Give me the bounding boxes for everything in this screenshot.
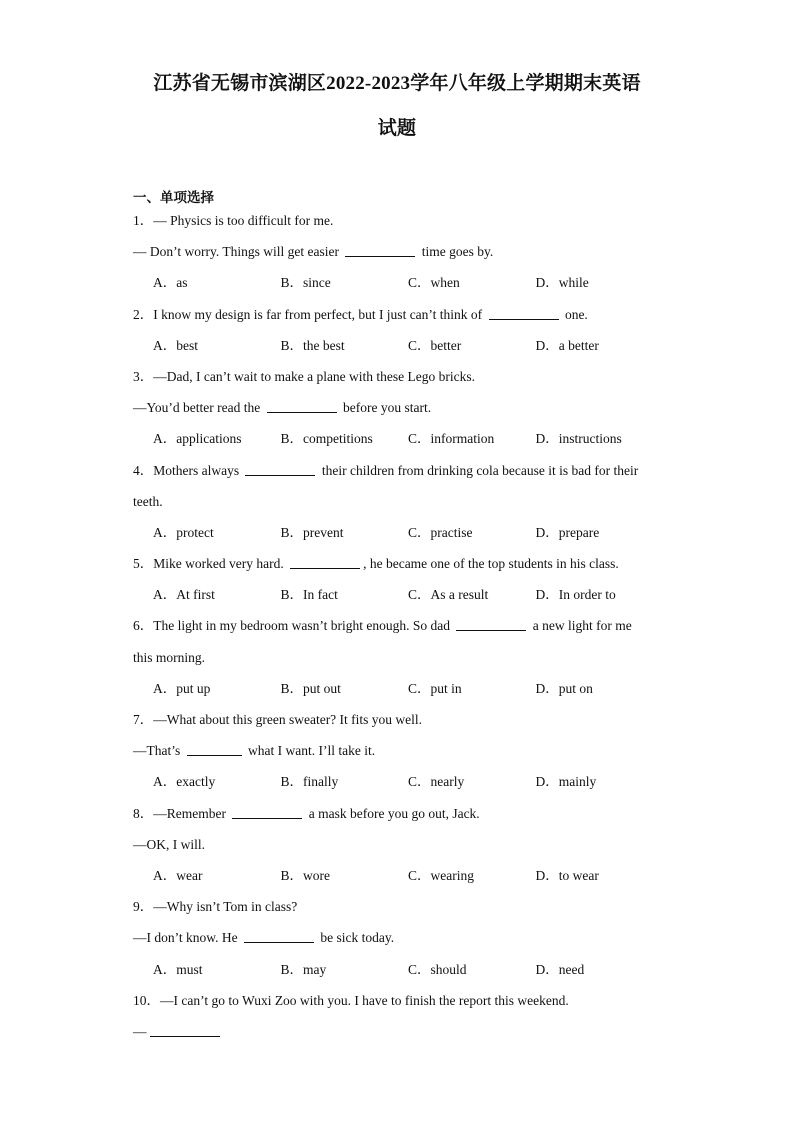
option-c: C．practise (408, 524, 473, 540)
option-d: D．put on (535, 680, 593, 696)
question-text: 5．Mike worked very hard. (133, 556, 288, 572)
question-text: 6．The light in my bedroom wasn’t bright enough. So dad (133, 618, 454, 634)
option-b: B．wore (280, 867, 330, 883)
question-text: 2．I know my design is far from perfect, but I just can’t think of (133, 306, 486, 322)
question-2 (133, 304, 663, 366)
question-text: time goes by. (418, 244, 494, 260)
option-a: A．At first (153, 587, 215, 603)
answer-options (133, 959, 663, 990)
question-text: a new light for me (529, 618, 632, 634)
option-d: D．instructions (535, 431, 622, 447)
question-text: a mask before you go out, Jack. (305, 805, 480, 821)
question-line (133, 210, 663, 241)
question-text: —That’s (133, 743, 184, 759)
option-c: C．better (408, 337, 462, 353)
option-d: D．mainly (535, 774, 597, 790)
option-a: A．must (153, 961, 203, 977)
answer-options (133, 428, 663, 459)
question-text: — Don’t worry. Things will get easier (133, 244, 343, 260)
option-d: D．In order to (535, 587, 616, 603)
answer-blank (345, 242, 415, 257)
option-b: B．the best (280, 337, 345, 353)
page-title-line2: 试题 (377, 118, 417, 139)
question-text: what I want. I’ll take it. (244, 743, 376, 759)
question-text: 8．—Remember (133, 805, 230, 821)
question-7 (133, 709, 663, 803)
option-b: B．In fact (280, 587, 338, 603)
question-text: one. (561, 306, 588, 322)
question-text: be sick today. (317, 930, 395, 946)
option-b: B．since (280, 275, 331, 291)
question-9 (133, 896, 663, 990)
question-line (133, 709, 663, 740)
answer-blank (489, 305, 559, 320)
question-line (133, 304, 663, 335)
question-line (133, 740, 663, 771)
answer-blank (150, 1022, 220, 1037)
answer-options (133, 335, 663, 366)
answer-blank (267, 398, 337, 413)
answer-options (133, 522, 663, 553)
question-text: 9．—Why isn’t Tom in class? (133, 899, 298, 915)
answer-blank (187, 741, 242, 756)
question-1 (133, 210, 663, 304)
question-line (133, 896, 663, 927)
option-d: D．prepare (535, 524, 600, 540)
question-5 (133, 553, 663, 615)
question-text: 1．— Physics is too difficult for me. (133, 213, 334, 228)
page-title: 江苏省无锡市滨湖区2022-2023学年八年级上学期期末英语 (153, 73, 641, 94)
option-a: A．put up (153, 680, 211, 696)
question-text: , he became one of the top students in his class. (363, 556, 619, 572)
question-list (133, 210, 663, 1052)
option-d: D．a better (535, 337, 599, 353)
question-text: —You’d better read the (133, 400, 264, 416)
answer-options (133, 584, 663, 615)
option-a: A．exactly (153, 774, 216, 790)
option-c: C．information (408, 431, 495, 447)
question-line (133, 803, 663, 834)
question-line (133, 927, 663, 958)
option-d: D．while (535, 275, 589, 291)
question-text: 7．—What about this green sweater? It fits you well. (133, 712, 423, 727)
option-a: A．protect (153, 524, 214, 540)
question-8 (133, 803, 663, 897)
answer-options (133, 865, 663, 896)
option-c: C．when (408, 275, 460, 291)
question-line (133, 366, 663, 397)
question-10 (133, 990, 663, 1052)
option-c: C．nearly (408, 774, 465, 790)
option-d: D．need (535, 961, 585, 977)
option-b: B．may (280, 961, 327, 977)
option-c: C．put in (408, 680, 462, 696)
question-6 (133, 615, 663, 709)
option-b: B．competitions (280, 431, 373, 447)
question-line (133, 990, 663, 1021)
answer-blank (245, 461, 315, 476)
answer-options (133, 678, 663, 709)
question-text: teeth. (133, 493, 163, 509)
question-line (133, 615, 663, 646)
option-a: A．best (153, 337, 198, 353)
question-line (133, 241, 663, 272)
answer-options (133, 771, 663, 802)
question-text: — (133, 1023, 147, 1039)
option-b: B．finally (280, 774, 339, 790)
question-line (133, 553, 663, 584)
question-text: their children from drinking cola because it is bad for their (318, 462, 639, 478)
option-c: C．wearing (408, 867, 474, 883)
question-line (133, 647, 663, 678)
question-text: —OK, I will. (133, 836, 205, 852)
option-d: D．to wear (535, 867, 599, 883)
question-line (133, 460, 663, 491)
option-a: A．as (153, 275, 188, 291)
answer-blank (244, 928, 314, 943)
option-c: C．As a result (408, 587, 489, 603)
option-a: A．wear (153, 867, 203, 883)
question-line (133, 834, 663, 865)
question-line (133, 491, 663, 522)
question-4 (133, 460, 663, 554)
question-text: —I don’t know. He (133, 930, 241, 946)
section-heading: 一、单项选择 (133, 190, 214, 205)
answer-options (133, 272, 663, 303)
question-text: before you start. (339, 400, 432, 416)
question-text: 4．Mothers always (133, 462, 243, 478)
question-line (133, 1021, 663, 1052)
question-text: 10．—I can’t go to Wuxi Zoo with you. I have to finish the report this weekend. (133, 992, 569, 1008)
answer-blank (456, 616, 526, 631)
option-c: C．should (408, 961, 467, 977)
question-line (133, 397, 663, 428)
question-text: 3．—Dad, I can’t wait to make a plane with these Lego bricks. (133, 368, 476, 384)
answer-blank (290, 554, 360, 569)
question-text: this morning. (133, 649, 206, 665)
option-a: A．applications (153, 431, 242, 447)
answer-blank (232, 804, 302, 819)
option-b: B．put out (280, 680, 341, 696)
option-b: B．prevent (280, 524, 344, 540)
question-3 (133, 366, 663, 460)
